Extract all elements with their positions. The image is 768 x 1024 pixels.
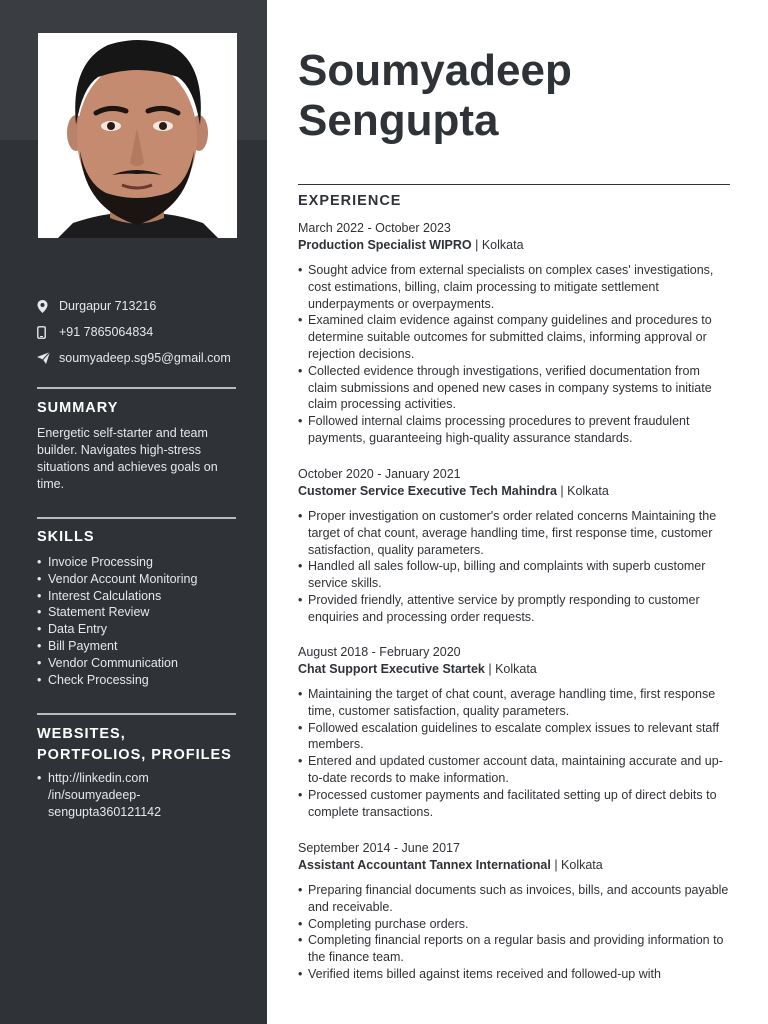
skill-item: • Interest Calculations xyxy=(37,588,242,605)
skills-list xyxy=(37,554,242,688)
sidebar-divider xyxy=(37,517,236,519)
job-bullet: • Maintaining the target of chat count, average handling time, first response time, customer satisfaction, quality parameters. xyxy=(298,686,730,720)
job-bullet: • Entered and updated customer account data, maintaining accurate and up-to-date records to make information. xyxy=(298,753,730,787)
job-location: | Kolkata xyxy=(488,661,537,676)
linkedin-link-line1: • http://linkedin.com xyxy=(48,771,149,785)
job-bullet: • Completing financial reports on a regular basis and providing information to the finance team. xyxy=(298,932,730,966)
job-location: | Kolkata xyxy=(475,237,524,252)
job-bullet: • Completing purchase orders. xyxy=(298,916,730,933)
job-title-line xyxy=(298,237,730,254)
phone-text: +91 7865064834 xyxy=(59,325,154,339)
phone-icon xyxy=(37,326,59,339)
job-bullet: • Examined claim evidence against company guidelines and procedures to determine suitable outcomes for submitted claims, informing approval or rejection decisions. xyxy=(298,312,730,362)
summary-heading: SUMMARY xyxy=(37,400,119,416)
skill-item: • Data Entry xyxy=(37,621,242,638)
job-bullet: • Preparing financial documents such as invoices, bills, and accounts payable and receivable. xyxy=(298,882,730,916)
paper-plane-icon xyxy=(37,352,59,364)
job-bullet: • Followed escalation guidelines to escalate complex issues to relevant staff members. xyxy=(298,720,730,754)
websites-heading xyxy=(37,724,232,766)
job-title: Production Specialist WIPRO xyxy=(298,237,472,252)
location-pin-icon xyxy=(37,300,59,313)
job-bullet: • Provided friendly, attentive service by promptly responding to customer enquiries and processing order requests. xyxy=(298,592,730,626)
job-bullet: • Followed internal claims processing procedures to prevent fraudulent payments, guaranteeing high-quality assurance standards. xyxy=(298,413,730,447)
websites-heading-line2: PORTFOLIOS, PROFILES xyxy=(37,747,232,763)
job-location: | Kolkata xyxy=(560,483,609,498)
job-bullet: • Processed customer payments and facilitated setting up of direct debits to complete transactions. xyxy=(298,787,730,821)
skill-item: • Bill Payment xyxy=(37,638,242,655)
linkedin-link[interactable] xyxy=(37,770,242,820)
job-bullet: • Handled all sales follow-up, billing and complaints with superb customer service skills. xyxy=(298,558,730,592)
sidebar-divider xyxy=(37,713,236,715)
job-bullets xyxy=(298,686,730,820)
job-entry xyxy=(298,466,730,626)
sidebar xyxy=(0,0,267,1024)
name-line2: Sengupta xyxy=(298,96,499,145)
linkedin-link-line3: sengupta360121142 xyxy=(48,804,162,819)
contact-email xyxy=(37,345,252,371)
job-title: Chat Support Executive Startek xyxy=(298,661,485,676)
skill-item: • Vendor Communication xyxy=(37,655,242,672)
contact-location xyxy=(37,293,252,319)
job-bullets xyxy=(298,262,730,447)
job-entry xyxy=(298,220,730,447)
skill-item: • Invoice Processing xyxy=(37,554,242,571)
contact-phone xyxy=(37,319,252,345)
job-dates: March 2022 - October 2023 xyxy=(298,221,451,235)
job-bullet: • Proper investigation on customer's order related concerns Maintaining the target of chat count, average handling time, first response time, customer satisfaction, quality parameters. xyxy=(298,508,730,558)
websites-list xyxy=(37,770,242,820)
job-dates: October 2020 - January 2021 xyxy=(298,467,461,481)
job-bullet: • Verified items billed against items received and followed-up with xyxy=(298,966,730,983)
skill-item: • Statement Review xyxy=(37,604,242,621)
email-link[interactable]: soumyadeep.sg95@gmail.com xyxy=(59,351,231,365)
linkedin-link-line2: /in/soumyadeep- xyxy=(48,787,141,802)
skill-item: • Vendor Account Monitoring xyxy=(37,571,242,588)
summary-text: Energetic self-starter and team builder. Navigates high-stress situations and achieves goals on time. xyxy=(37,426,218,491)
job-title-line xyxy=(298,661,730,678)
job-dates: August 2018 - February 2020 xyxy=(298,645,461,659)
job-bullets xyxy=(298,882,730,983)
name-line1: Soumyadeep xyxy=(298,46,572,95)
job-entry xyxy=(298,644,730,820)
job-title-line xyxy=(298,483,730,500)
candidate-name xyxy=(298,46,572,146)
job-dates: September 2014 - June 2017 xyxy=(298,841,460,855)
job-title: Assistant Accountant Tannex International xyxy=(298,857,551,872)
job-bullet: • Sought advice from external specialists on complex cases' investigations, cost estimations, billing, claim processing to mitigate settlement underpayments or overpayments. xyxy=(298,262,730,312)
profile-photo xyxy=(38,33,237,238)
skills-heading: SKILLS xyxy=(37,529,95,545)
job-bullet: • Collected evidence through investigations, verified documentation from claim submissions and opened new cases in company systems to initiate claim processing activities. xyxy=(298,363,730,413)
job-title: Customer Service Executive Tech Mahindra xyxy=(298,483,557,498)
contact-list xyxy=(37,293,252,371)
job-title-line xyxy=(298,857,730,874)
sidebar-divider xyxy=(37,387,236,389)
skill-item: • Check Processing xyxy=(37,672,242,689)
job-location: | Kolkata xyxy=(554,857,603,872)
experience-heading: EXPERIENCE xyxy=(298,193,402,209)
location-text: Durgapur 713216 xyxy=(59,299,157,313)
job-entry xyxy=(298,840,730,983)
experience-rule xyxy=(298,184,730,185)
websites-heading-line1: WEBSITES, xyxy=(37,726,126,742)
job-bullets xyxy=(298,508,730,626)
